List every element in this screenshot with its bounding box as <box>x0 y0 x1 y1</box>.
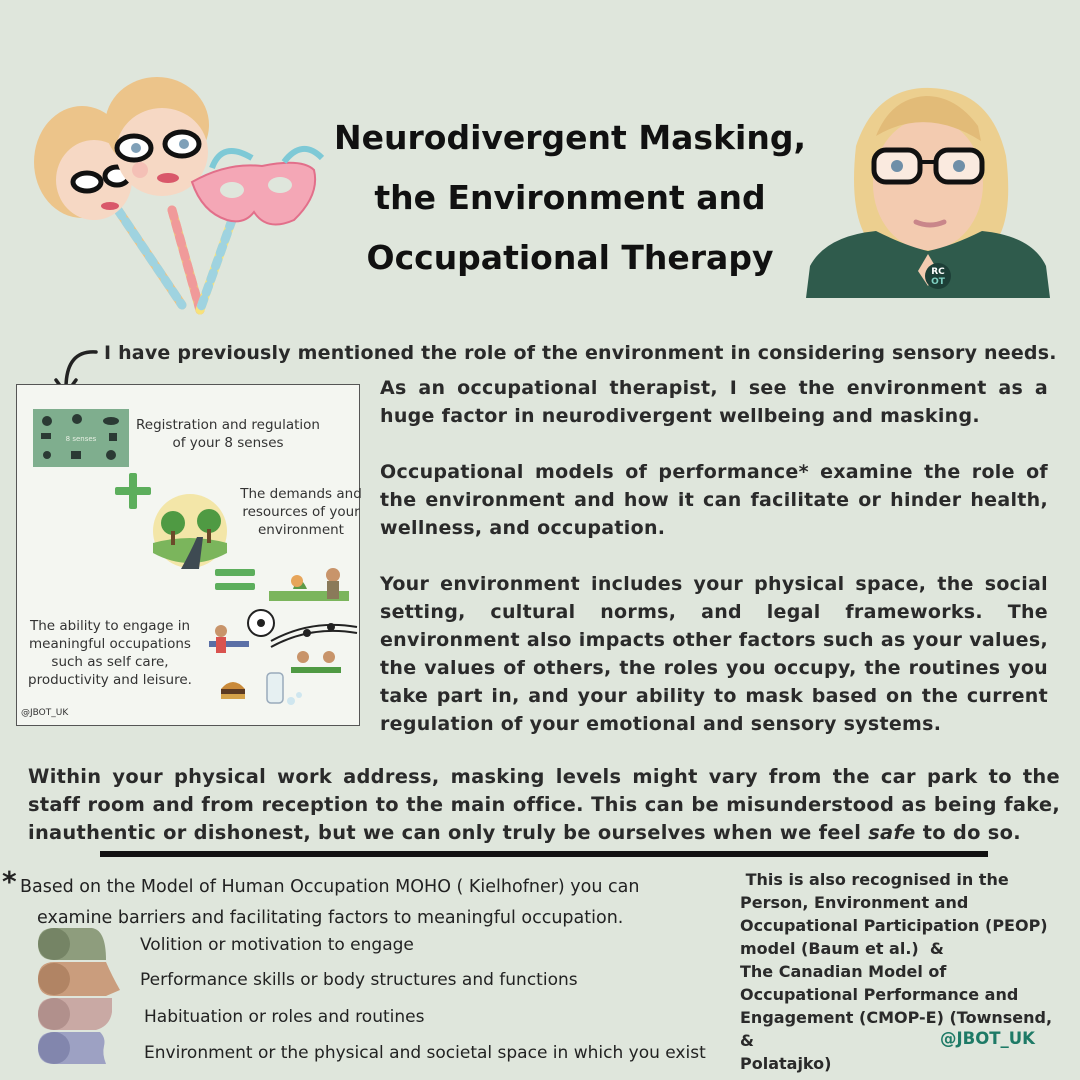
title-line-2: the Environment and <box>374 178 766 217</box>
p4-emphasis: safe <box>868 821 916 844</box>
senses-tile <box>33 409 129 467</box>
title-line-3: Occupational Therapy <box>366 238 774 277</box>
occupation-caption: The ability to engage in meaningful occupations such as self care, productivity and leisure. <box>28 618 192 688</box>
moho-head-profile-icon <box>36 926 128 1070</box>
side-note-line-5: The Canadian Model of <box>740 962 947 981</box>
svg-text:8 senses: 8 senses <box>65 435 97 443</box>
soap-bottle-icon <box>267 673 302 705</box>
infographic-box <box>16 384 360 726</box>
paragraph-environment-includes: Your environment includes your physical space, the social setting, cultural norms, and legal frameworks. The environment also impacts other factors such as your values, the values of others, the roles you occupy, the routines you take part in, and your ability to mask based on the current regulation of your emotional and sensory systems. <box>380 573 1048 735</box>
rcot-badge <box>925 263 951 289</box>
desk-work-icon <box>209 625 249 653</box>
svg-text:RC: RC <box>931 267 945 277</box>
mask-sticks <box>118 210 232 310</box>
moho-layer-habituation: Habituation or roles and routines <box>144 1007 425 1027</box>
moho-heading <box>2 865 640 934</box>
intro-text: I have previously mentioned the role of the environment in considering sensory needs. <box>104 342 1057 364</box>
side-note-line-8: Polatajko) <box>740 1054 832 1073</box>
side-note-line-1: This is also recognised in the <box>740 870 1009 889</box>
masks-illustration <box>22 70 332 320</box>
plus-icon <box>113 471 153 511</box>
p4-text-after: to do so. <box>915 821 1021 844</box>
title-line-1: Neurodivergent Masking, <box>334 118 806 157</box>
senses-caption: Registration and regulation of your 8 senses <box>136 417 320 451</box>
moho-heading-line-2: examine barriers and facilitating factors to meaningful occupation. <box>37 908 624 928</box>
occupations-collage <box>207 561 359 713</box>
author-handle: @JBOT_UK <box>940 1029 1035 1048</box>
moho-layer-environment: Environment or the physical and societal space in which you exist <box>144 1043 706 1063</box>
gardening-icon <box>269 568 349 601</box>
p4-text-before: Within your physical work address, masking levels might vary from the car park to the staff room and from reception to the main office. This can be misunderstood as being fake, inauthentic or dishonest, but we can only truly be ourselves when we feel <box>28 765 1060 844</box>
section-divider <box>100 851 988 857</box>
side-note-line-7: Engagement (CMOP-E) (Townsend, & <box>740 1008 1053 1050</box>
author-avatar <box>806 86 1050 298</box>
moho-heading-line-1: Based on the Model of Human Occupation MOHO ( Kielhofner) you can <box>20 877 640 897</box>
paragraph-ot-view: As an occupational therapist, I see the environment as a huge factor in neurodivergent wellbeing and masking. <box>380 377 1048 427</box>
side-note-line-2: Person, Environment and <box>740 893 969 912</box>
paragraph-occupational-models: Occupational models of performance* examine the role of the environment and how it can facilitate or hinder health, wellness, and occupation. <box>380 461 1048 539</box>
svg-text:OT: OT <box>931 277 945 287</box>
side-note-line-6: Occupational Performance and <box>740 985 1019 1004</box>
side-note-line-3: Occupational Participation (PEOP) <box>740 916 1048 935</box>
burger-icon <box>221 682 245 699</box>
footnote-star: * <box>2 865 17 898</box>
football-icon <box>248 610 274 636</box>
group-activity-icon <box>291 651 341 673</box>
environment-caption: The demands and resources of your environment <box>240 486 362 538</box>
moho-layer-volition: Volition or motivation to engage <box>140 935 414 955</box>
paragraph-work-masking <box>28 763 1060 847</box>
side-note-line-4: model (Baum et al.) & <box>740 939 944 958</box>
page-title <box>300 108 840 288</box>
infographic-handle: @JBOT_UK <box>21 708 69 718</box>
music-notes-icon <box>271 624 357 647</box>
environment-road-icon <box>151 493 229 569</box>
moho-layer-performance: Performance skills or body structures and functions <box>140 970 578 990</box>
